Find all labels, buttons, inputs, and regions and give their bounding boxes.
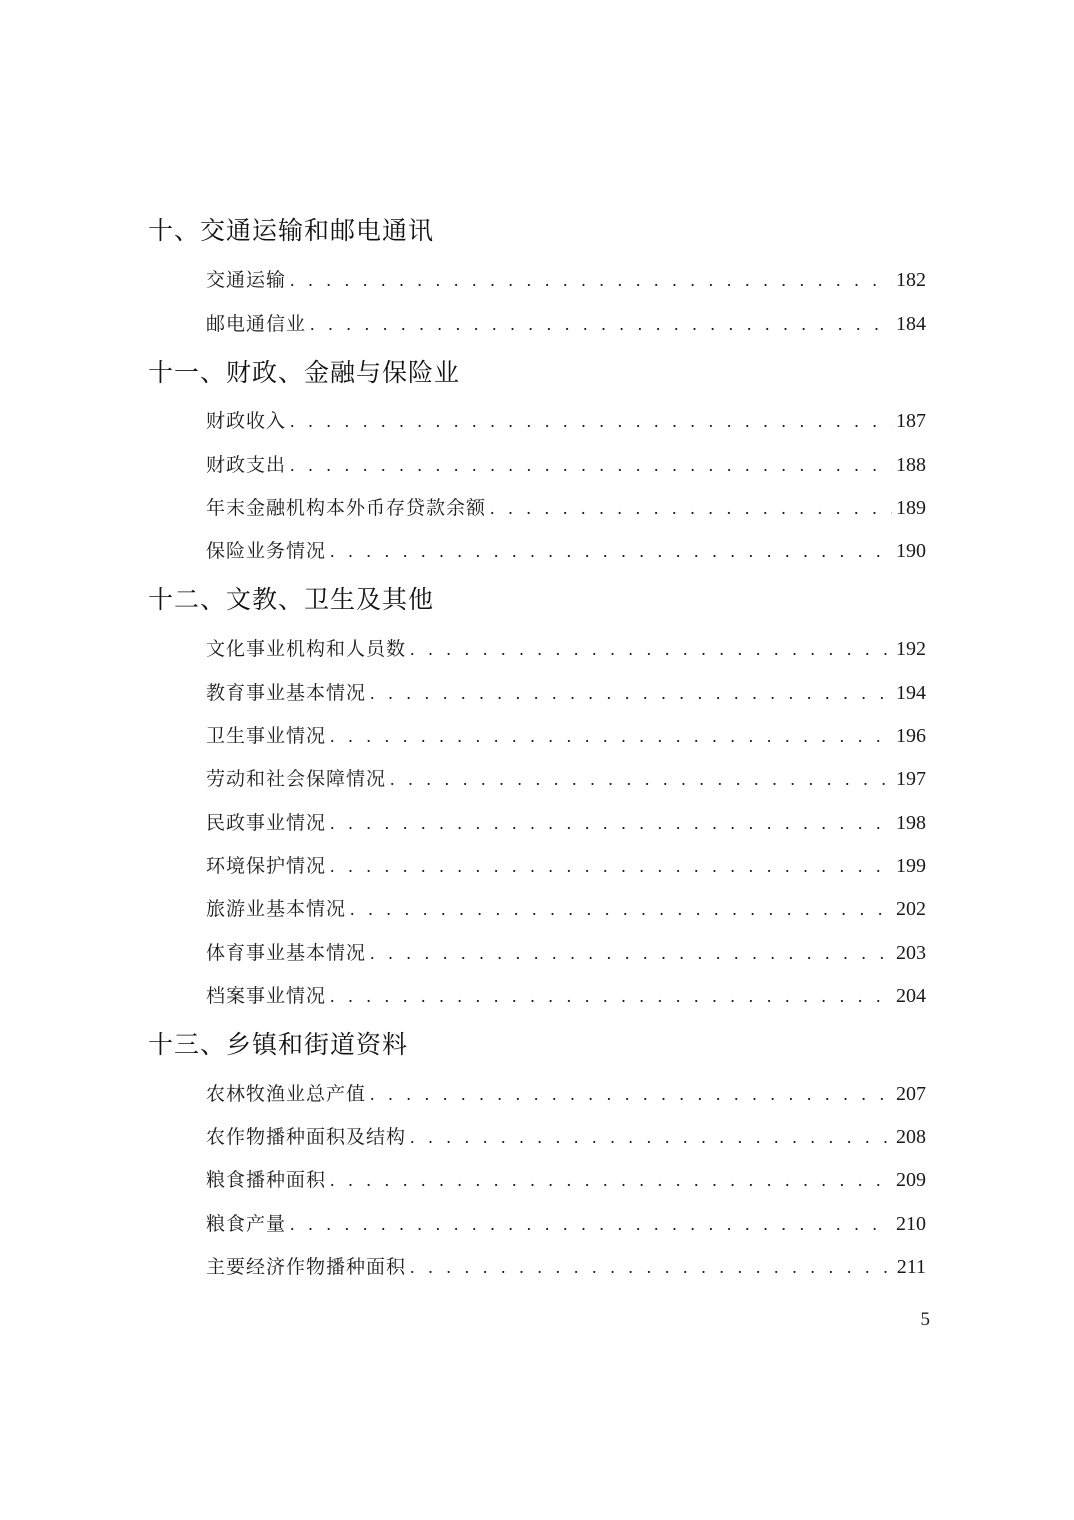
toc-entry-label: 教育事业基本情况 xyxy=(206,682,367,704)
toc-entry-label: 主要经济作物播种面积 xyxy=(206,1256,407,1278)
dot-leader xyxy=(310,310,892,338)
toc-entry[interactable] xyxy=(206,1210,926,1238)
dot-leader xyxy=(290,451,892,479)
dot-leader xyxy=(290,266,892,294)
toc-entry-page: 199 xyxy=(896,855,926,877)
toc-entry[interactable] xyxy=(206,266,926,294)
toc-entry-page: 194 xyxy=(896,682,926,704)
dot-leader xyxy=(330,537,892,565)
toc-entry-label: 粮食产量 xyxy=(206,1213,287,1235)
toc-entry[interactable] xyxy=(206,809,926,837)
toc-entry[interactable] xyxy=(206,451,926,479)
toc-entry-page: 202 xyxy=(896,898,926,920)
toc-entry[interactable] xyxy=(206,722,926,750)
dot-leader xyxy=(350,895,892,923)
toc-entry-page: 207 xyxy=(896,1083,926,1105)
toc-entry[interactable] xyxy=(206,635,926,663)
toc-entry-page: 210 xyxy=(896,1213,926,1235)
dot-leader xyxy=(410,1123,892,1151)
toc-entry[interactable] xyxy=(206,1166,926,1194)
toc-entry-label: 农作物播种面积及结构 xyxy=(206,1126,407,1148)
toc-entry-label: 农林牧渔业总产值 xyxy=(206,1083,367,1105)
toc-entry[interactable] xyxy=(206,1253,926,1281)
toc-entry[interactable] xyxy=(206,310,926,338)
toc-entry[interactable] xyxy=(206,852,926,880)
toc-entry-label: 邮电通信业 xyxy=(206,313,307,335)
toc-entry[interactable] xyxy=(206,765,926,793)
toc-entry[interactable] xyxy=(206,537,926,565)
dot-leader xyxy=(330,809,892,837)
toc-entry-label: 卫生事业情况 xyxy=(206,725,327,747)
dot-leader xyxy=(330,982,892,1010)
toc-entry-label: 民政事业情况 xyxy=(206,812,327,834)
toc-entry[interactable] xyxy=(206,982,926,1010)
dot-leader xyxy=(410,635,892,663)
dot-leader xyxy=(490,494,892,522)
toc-entry-page: 203 xyxy=(896,942,926,964)
toc-entry[interactable] xyxy=(206,407,926,435)
toc-entry-page: 184 xyxy=(896,313,926,335)
toc-entry-label: 粮食播种面积 xyxy=(206,1169,327,1191)
toc-entry-label: 档案事业情况 xyxy=(206,985,327,1007)
dot-leader xyxy=(370,1080,892,1108)
toc-entry-label: 环境保护情况 xyxy=(206,855,327,877)
toc-entry-page: 211 xyxy=(896,1256,926,1278)
toc-entry-page: 208 xyxy=(896,1126,926,1148)
dot-leader xyxy=(330,852,892,880)
section-title-12: 十二、文教、卫生及其他 xyxy=(148,585,435,614)
toc-entry-label: 财政支出 xyxy=(206,454,287,476)
dot-leader xyxy=(410,1253,893,1281)
toc-entry-page: 188 xyxy=(896,454,926,476)
toc-entry-page: 187 xyxy=(896,410,926,432)
toc-entry-page: 189 xyxy=(896,497,926,519)
toc-entry[interactable] xyxy=(206,1080,926,1108)
toc-entry-page: 209 xyxy=(896,1169,926,1191)
toc-entry-page: 190 xyxy=(896,540,926,562)
toc-entry[interactable] xyxy=(206,1123,926,1151)
dot-leader xyxy=(390,765,892,793)
dot-leader xyxy=(290,1210,892,1238)
toc-entry-page: 197 xyxy=(896,768,926,790)
toc-entry[interactable] xyxy=(206,939,926,967)
toc-entry-label: 体育事业基本情况 xyxy=(206,942,367,964)
toc-entry-label: 劳动和社会保障情况 xyxy=(206,768,387,790)
toc-entry-page: 182 xyxy=(896,269,926,291)
dot-leader xyxy=(330,722,892,750)
dot-leader xyxy=(370,939,892,967)
toc-entry[interactable] xyxy=(206,494,926,522)
section-title-11: 十一、财政、金融与保险业 xyxy=(148,358,461,387)
dot-leader xyxy=(330,1166,892,1194)
toc-entry-label: 文化事业机构和人员数 xyxy=(206,638,407,660)
toc-entry-page: 192 xyxy=(896,638,926,660)
toc-entry-label: 年末金融机构本外币存贷款余额 xyxy=(206,497,487,519)
section-title-13: 十三、乡镇和街道资料 xyxy=(148,1030,409,1059)
dot-leader xyxy=(290,407,892,435)
toc-entry[interactable] xyxy=(206,895,926,923)
toc-entry-label: 财政收入 xyxy=(206,410,287,432)
toc-entry-label: 交通运输 xyxy=(206,269,287,291)
toc-entry-label: 旅游业基本情况 xyxy=(206,898,347,920)
dot-leader xyxy=(370,679,892,707)
page-number: 5 xyxy=(920,1309,930,1330)
toc-entry[interactable] xyxy=(206,679,926,707)
toc-entry-label: 保险业务情况 xyxy=(206,540,327,562)
section-title-10: 十、交通运输和邮电通讯 xyxy=(148,216,435,245)
toc-entry-page: 198 xyxy=(896,812,926,834)
toc-entry-page: 204 xyxy=(896,985,926,1007)
toc-entry-page: 196 xyxy=(896,725,926,747)
